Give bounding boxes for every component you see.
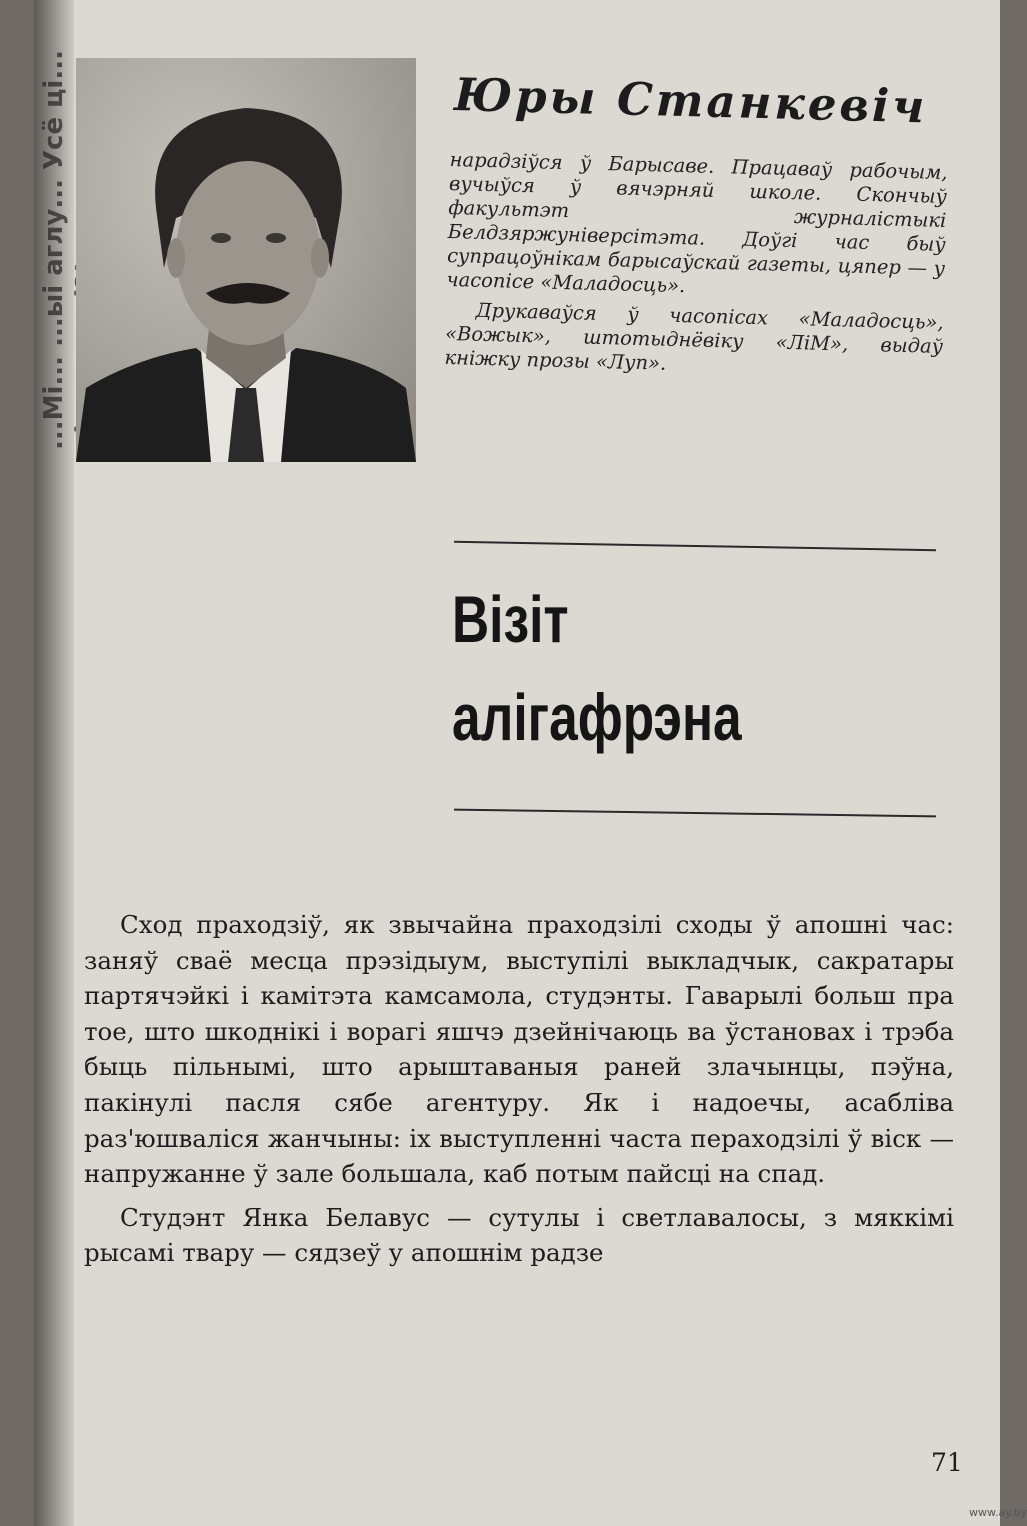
- author-bio: [444, 148, 948, 383]
- book-page: [34, 0, 1027, 1526]
- page-number: 71: [931, 1448, 963, 1477]
- author-photo: [76, 58, 416, 462]
- body-paragraph: Сход праходзіў, як звычайна праходзілі сходы ў апошні час: заняў сваё месца прэзідыум, выступілі выкладчык, сакратары партячэйкі і камітэта камсамола, студэнты. Гаварылі больш пра тое, што шкоднікі і ворагі яшчэ дзейнічаюць ва ўстановах і трэба быць пільнымі, што арыштаваныя раней злачынцы, пэўна, пакінулі пасля сябе агентуру. Як і надоечы, асабліва раз'юшваліся жанчыны: іх выступленні часта пераходзілі ў віск — напружанне ў зале большала, каб потым пайсці на спад.: [84, 910, 954, 1189]
- title-rule-top: [454, 541, 936, 551]
- facing-page-edge-text: ...Мі... ...ыі аглу... Усё ці...: [39, 50, 69, 450]
- watermark: www.ay.by: [969, 1506, 1027, 1519]
- bio-paragraph: нарадзіўся ў Барысаве. Працаваў рабочым, вучыўся ў вячэрняй школе. Скончыў факультэт журналістыкі Белдзяржуніверсітэта. Доўгі час быў супрацоўнікам барысаўскай газеты, цяпер — у часопісе «Маладосць».: [446, 148, 948, 298]
- story-title-line: Візіт: [452, 582, 569, 656]
- bio-paragraph: Друкаваўся ў часопісах «Маладосць», «Вожык», штотыднёвіку «ЛіМ», выдаў кніжку прозы «Луп».: [444, 298, 944, 375]
- body-paragraph: Студэнт Янка Белавус — сутулы і светлавалосы, з мяккімі рысамі твару — сядзеў у апошнім радзе: [84, 1202, 954, 1268]
- author-name: Юры Станкевіч: [453, 68, 928, 134]
- story-title: [452, 570, 826, 766]
- story-body: [84, 907, 954, 1271]
- story-title-line: алігафрэна: [452, 680, 742, 754]
- title-rule-bottom: [454, 809, 936, 818]
